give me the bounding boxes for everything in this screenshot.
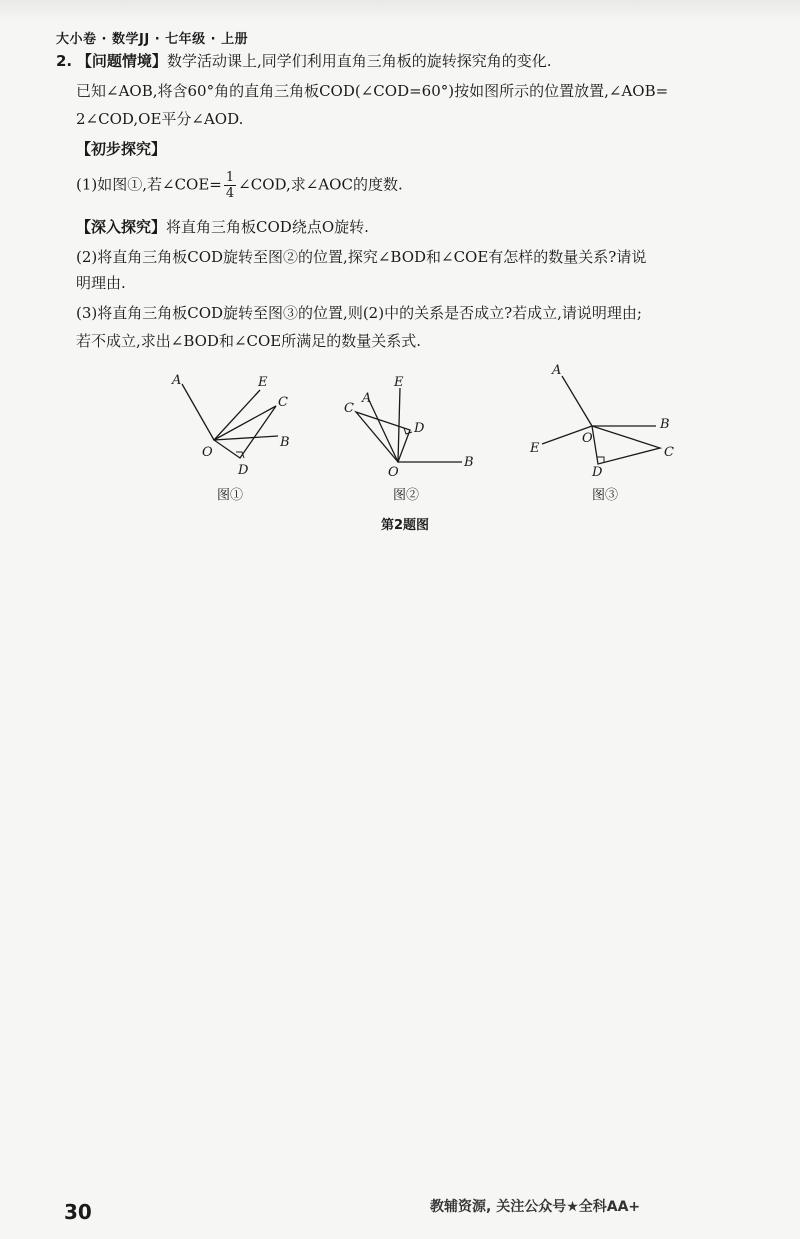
figure-2 bbox=[340, 372, 490, 480]
fraction-denominator: 4 bbox=[225, 186, 235, 201]
deep-line bbox=[76, 216, 369, 238]
label-d: D bbox=[414, 421, 425, 436]
question-1 bbox=[76, 170, 403, 201]
caption-figure-2: 图② bbox=[392, 488, 419, 503]
figure-1 bbox=[160, 368, 310, 480]
label-o: O bbox=[582, 431, 593, 446]
fraction-one-quarter bbox=[224, 170, 236, 201]
situation-text: 数学活动课上,同学们利用直角三角板的旋转探究角的变化. bbox=[166, 52, 552, 70]
label-e: E bbox=[258, 375, 268, 390]
label-b: B bbox=[660, 417, 670, 432]
problem-number: 2. bbox=[56, 52, 73, 70]
question-2-line-2: 明理由. bbox=[76, 274, 126, 292]
triangle-cod bbox=[356, 412, 410, 462]
question-3-line-1: (3)将直角三角板COD旋转至图③的位置,则(2)中的关系是否成立?若成立,请说明理由; bbox=[76, 304, 642, 322]
label-b: B bbox=[464, 455, 474, 470]
label-a: A bbox=[552, 363, 562, 378]
label-a: A bbox=[172, 373, 182, 388]
tag-situation: 【问题情境】 bbox=[76, 52, 167, 70]
running-header: 大小卷 · 数学JJ · 七年级 · 上册 bbox=[56, 32, 249, 47]
q1-suffix: ∠COD,求∠AOC的度数. bbox=[238, 175, 403, 194]
fraction-numerator: 1 bbox=[225, 170, 235, 185]
problem-line-1 bbox=[56, 50, 551, 72]
ray-oa bbox=[182, 384, 214, 440]
deep-text: 将直角三角板COD绕点O旋转. bbox=[166, 218, 369, 236]
given-line-1: 已知∠AOB,将含60°角的直角三角板COD(∠COD=60°)按如图所示的位置放置,∠AOB= bbox=[76, 82, 669, 100]
label-e: E bbox=[530, 441, 540, 456]
tag-deep: 【深入探究】 bbox=[76, 218, 167, 236]
ray-oe bbox=[214, 390, 260, 440]
label-d: D bbox=[592, 465, 603, 480]
label-c: C bbox=[664, 445, 674, 460]
figure-group-caption: 第2题图 bbox=[380, 518, 430, 533]
question-3-line-2: 若不成立,求出∠BOD和∠COE所满足的数量关系式. bbox=[76, 332, 422, 350]
ray-ob bbox=[214, 436, 278, 440]
label-o: O bbox=[388, 465, 399, 480]
page-number: 30 bbox=[64, 1200, 92, 1224]
label-c: C bbox=[344, 401, 354, 416]
triangle-cod bbox=[214, 406, 276, 458]
caption-figure-1: 图① bbox=[216, 488, 243, 503]
triangle-cod bbox=[592, 426, 660, 464]
question-2-line-1: (2)将直角三角板COD旋转至图②的位置,探究∠BOD和∠COE有怎样的数量关系?请说 bbox=[76, 248, 647, 266]
ray-oa bbox=[562, 376, 592, 426]
label-b: B bbox=[280, 435, 290, 450]
tag-initial: 【初步探究】 bbox=[76, 140, 167, 158]
label-d: D bbox=[238, 463, 249, 478]
label-a: A bbox=[362, 391, 372, 406]
given-line-2: 2∠COD,OE平分∠AOD. bbox=[76, 110, 244, 128]
figure-3 bbox=[520, 360, 690, 480]
label-e: E bbox=[394, 375, 404, 390]
footer-note: 教辅资源, 关注公众号★全科AA+ bbox=[430, 1199, 641, 1215]
label-c: C bbox=[278, 395, 288, 410]
scan-top-edge bbox=[0, 0, 800, 22]
ray-oe bbox=[398, 388, 400, 462]
caption-figure-3: 图③ bbox=[591, 488, 618, 503]
label-o: O bbox=[202, 445, 213, 460]
ray-oa bbox=[368, 398, 398, 462]
q1-prefix: (1)如图①,若∠COE= bbox=[76, 175, 222, 194]
